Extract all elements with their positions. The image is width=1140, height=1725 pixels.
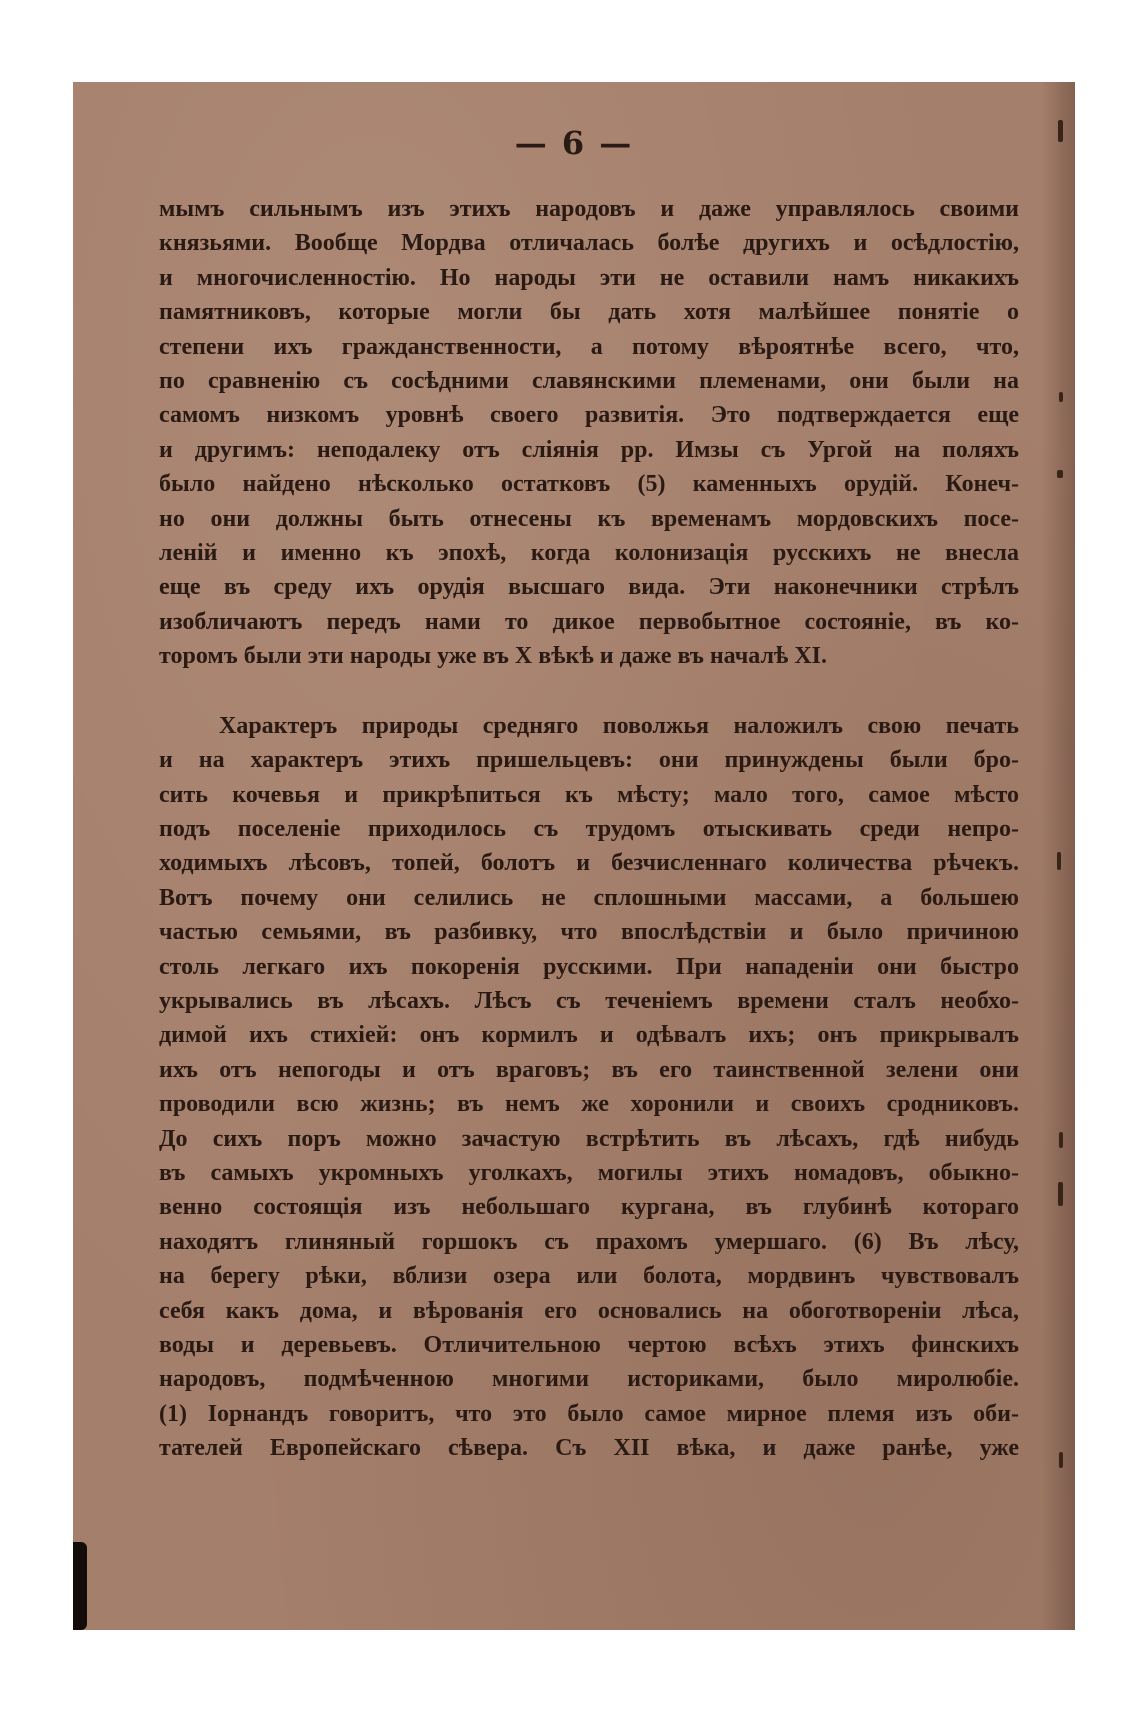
- edge-speck: [1059, 392, 1063, 402]
- text-line: Вотъ почему они селились не сплошными массами, а большею: [159, 884, 1019, 911]
- text-line: проводили всю жизнь; въ немъ же хоронили и своихъ сродниковъ.: [159, 1091, 1019, 1118]
- text-line: въ самыхъ укромныхъ уголкахъ, могилы этихъ номадовъ, обыкно-: [159, 1159, 1019, 1186]
- text-line: (1) Іорнандъ говоритъ, что это было самое мирное племя изъ оби-: [159, 1400, 1019, 1427]
- text-line: мымъ сильнымъ изъ этихъ народовъ и даже управлялось своими: [159, 196, 1019, 222]
- text-line: народовъ, подмѣченною многими историками, было миролюбіе.: [159, 1366, 1019, 1393]
- text-line: изобличаютъ передъ нами то дикое первобытное состояніе, въ ко-: [159, 608, 1019, 635]
- text-line: степени ихъ гражданственности, а потому вѣроятнѣе всего, что,: [159, 333, 1019, 360]
- text-line: леній и именно къ эпохѣ, когда колонизація русскихъ не внесла: [159, 540, 1019, 567]
- paragraph-spacer: [159, 674, 1019, 709]
- text-line: ходимыхъ лѣсовъ, топей, болотъ и безчисленнаго количества рѣчекъ.: [159, 850, 1019, 877]
- text-line: ихъ отъ непогоды и отъ враговъ; въ его таинственной зелени они: [159, 1056, 1019, 1083]
- text-line: торомъ были эти народы уже въ X вѣкѣ и даже въ началѣ XI.: [159, 643, 828, 670]
- text-line: было найдено нѣсколько остатковъ (5) каменныхъ орудій. Конеч-: [159, 471, 1019, 498]
- text-line: столь легкаго ихъ покоренія русскими. При нападеніи они быстро: [159, 953, 1019, 980]
- text-line: на берегу рѣки, вблизи озера или болота, мордвинъ чувствовалъ: [159, 1263, 1019, 1290]
- text-line: себя какъ дома, и вѣрованія его основались на обоготвореніи лѣса,: [159, 1297, 1019, 1324]
- text-line: князьями. Вообще Мордва отличалась болѣе другихъ и осѣдлостію,: [159, 230, 1019, 257]
- text-line: по сравненію съ сосѣдними славянскими племенами, они были на: [159, 368, 1019, 395]
- text-line: самомъ низкомъ уровнѣ своего развитія. Это подтверждается еще: [159, 402, 1019, 429]
- text-line: памятниковъ, которые могли бы дать хотя малѣйшее понятіе о: [159, 299, 1019, 326]
- text-line: Характеръ природы средняго поволжья наложилъ свою печать: [219, 712, 1019, 739]
- edge-speck: [1058, 1182, 1063, 1206]
- text-line: укрывались въ лѣсахъ. Лѣсъ съ теченіемъ времени сталъ необхо-: [159, 987, 1019, 1014]
- text-line: и многочисленностію. Но народы эти не оставили намъ никакихъ: [159, 264, 1019, 291]
- binding-shadow: [73, 1542, 87, 1630]
- edge-speck: [1059, 1452, 1063, 1468]
- text-line: До сихъ поръ можно зачастую встрѣтить въ лѣсахъ, гдѣ нибудь: [159, 1125, 1019, 1152]
- text-line: воды и деревьевъ. Отличительною чертою всѣхъ этихъ финскихъ: [159, 1332, 1019, 1358]
- paragraph-1: [159, 192, 1019, 674]
- text-line: еще въ среду ихъ орудія высшаго вида. Эти наконечники стрѣлъ: [159, 574, 1019, 601]
- text-line: и другимъ: неподалеку отъ сліянія рр. Имзы съ Ургой на поляхъ: [159, 436, 1019, 463]
- page-number: — 6 —: [514, 124, 634, 162]
- edge-speck: [1057, 470, 1063, 478]
- edge-speck: [1059, 1132, 1063, 1148]
- paragraph-2: [159, 709, 1019, 1466]
- text-line: и на характеръ этихъ пришельцевъ: они принуждены были бро-: [159, 747, 1019, 774]
- text-line: димой ихъ стихіей: онъ кормилъ и одѣвалъ ихъ; онъ прикрывалъ: [159, 1022, 1019, 1049]
- text-line: тателей Европейскаго сѣвера. Съ XII вѣка, и даже ранѣе, уже: [159, 1435, 1019, 1462]
- text-line: но они должны быть отнесены къ временамъ мордовскихъ посе-: [159, 505, 1019, 532]
- text-line: сить кочевья и прикрѣпиться къ мѣсту; мало того, самое мѣсто: [159, 781, 1019, 808]
- edge-speck: [1057, 852, 1061, 870]
- text-line: подъ поселеніе приходилось съ трудомъ отыскивать среди непро-: [159, 815, 1019, 842]
- text-line: частью семьями, въ разбивку, что впослѣдствіи и было причиною: [159, 919, 1019, 946]
- text-line: венно состоящія изъ небольшаго кургана, въ глубинѣ котораго: [159, 1194, 1019, 1221]
- scanned-page: [73, 82, 1075, 1630]
- page-text: [159, 192, 1019, 1466]
- text-line: находятъ глиняный горшокъ съ прахомъ умершаго. (6) Въ лѣсу,: [159, 1228, 1019, 1255]
